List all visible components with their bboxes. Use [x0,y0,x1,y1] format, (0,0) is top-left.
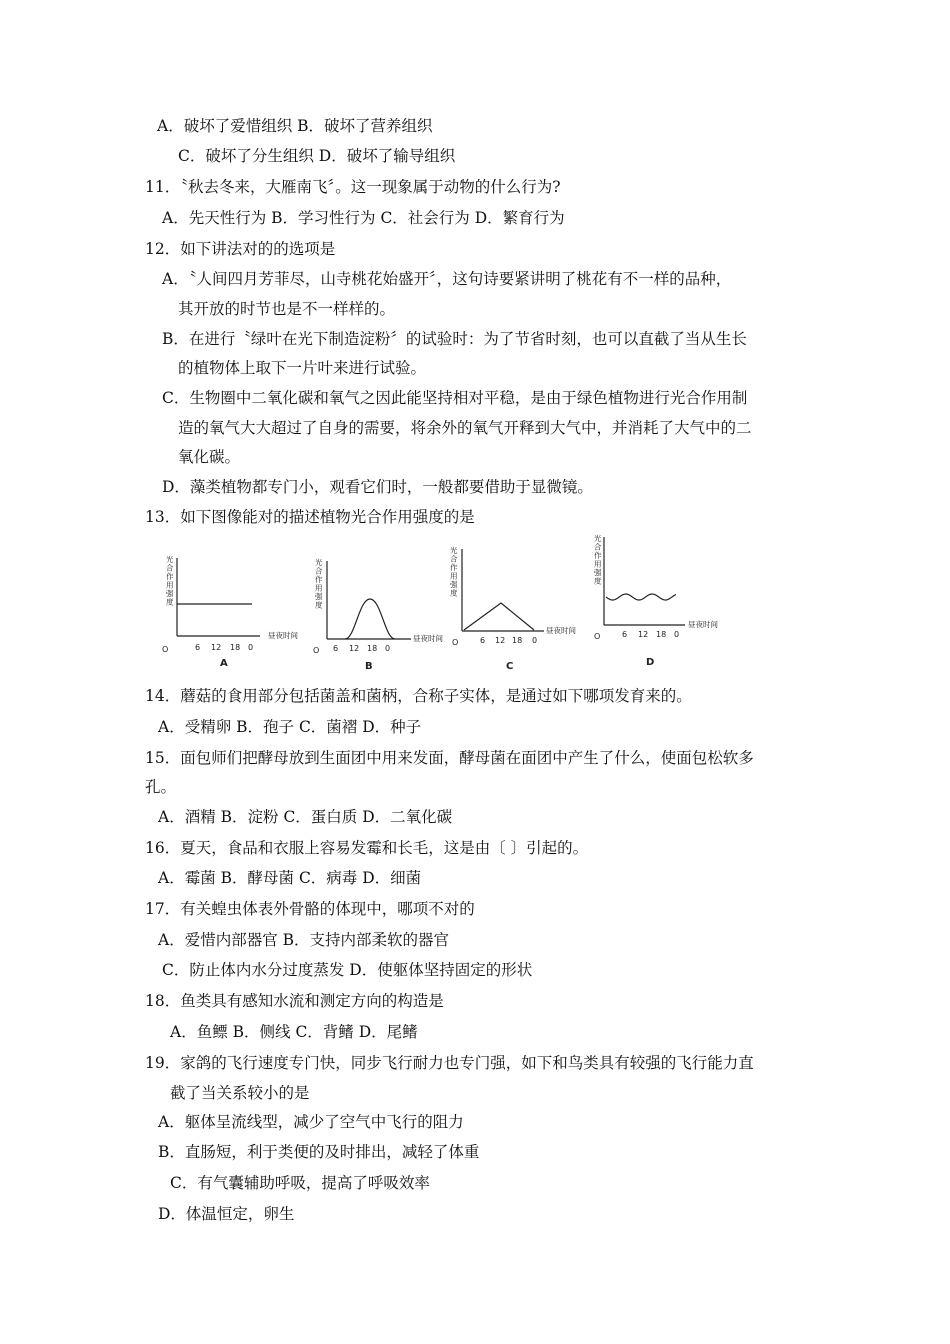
q19-option-c: C．有气囊辅助呼吸，提高了呼吸效率 [170,1174,430,1192]
question-11: 11．〝秋去冬来，大雁南飞〞。这一现象属于动物的什么行为? [145,178,561,196]
graph-d-curve [606,594,676,600]
graph-a-xlabel: 昼夜时间 [268,631,298,640]
graph-c-tick-0: 0 [532,636,538,645]
question-16: 16．夏天，食品和衣服上容易发霉和长毛，这是由〔 〕引起的。 [145,839,589,857]
graph-b-tick-6: 6 [333,644,339,653]
graph-d-caption: D [646,657,655,668]
graph-a-tick-12: 12 [211,643,222,652]
q14-options: A．受精卵 B．孢子 C．菌褶 D．种子 [158,718,422,736]
graph-b-svg [313,557,443,677]
q19-option-b: B．直肠短，利于类便的及时排出，减轻了体重 [158,1143,480,1161]
graph-a-tick-6: 6 [195,643,201,652]
graph-d-tick-6: 6 [622,630,628,639]
graph-a-svg [160,550,298,670]
graph-c-origin: O [452,638,459,647]
graph-c-tick-18: 18 [512,636,523,645]
graph-a-tick-18: 18 [230,643,241,652]
question-14: 14．蘑菇的食用部分包括菌盖和菌柄，合称子实体，是通过如下哪项发育来的。 [145,687,692,705]
graph-c-curve [464,603,534,630]
q19-option-a: A．躯体呈流线型，减少了空气中飞行的阻力 [158,1113,464,1131]
graph-c-tick-12: 12 [495,636,506,645]
graph-b-ylabel: 光合作用强度 [315,558,323,610]
graph-d-tick-12: 12 [638,630,649,639]
graph-b-curve [345,599,395,639]
q12-option-c-line1: C．生物圈中二氧化碳和氧气之因此能坚持相对平稳，是由于绿色植物进行光合作用制 [162,389,748,407]
q12-option-c-line3: 氧化碳。 [178,448,241,466]
q17-options-ab: A．爱惜内部器官 B．支持内部柔软的器官 [158,931,450,949]
question-13: 13．如下图像能对的描述植物光合作用强度的是 [145,508,475,526]
graph-a-ylabel: 光合作用强度 [166,555,174,607]
q12-option-b-line1: B．在进行〝绿叶在光下制造淀粉〞的试验时：为了节省时刻，也可以直截了当从生长 [162,330,747,348]
graph-a-caption: A [220,658,228,669]
q13-graphs [150,535,750,675]
graph-d-tick-18: 18 [656,630,667,639]
graph-b [313,557,443,681]
graph-a-origin: O [162,645,169,654]
q17-options-cd: C．防止体内水分过度蒸发 D．使躯体坚持固定的形状 [162,961,533,979]
graph-c-xlabel: 昼夜时间 [546,626,576,635]
graph-b-xlabel: 昼夜时间 [413,634,443,643]
graph-c-svg [450,543,576,678]
question-18: 18．鱼类具有感知水流和测定方向的构造是 [145,992,444,1010]
graph-d-xlabel: 昼夜时间 [688,620,718,629]
graph-d-ylabel: 光合作用强度 [594,534,602,586]
question-15-line2: 孔。 [145,778,177,796]
graph-b-tick-18: 18 [367,644,378,653]
graph-a [160,550,298,674]
q12-option-d: D．藻类植物都专门小，观看它们时，一般都要借助于显微镜。 [162,478,593,496]
graph-b-tick-0: 0 [385,644,391,653]
graph-b-caption: B [365,661,373,672]
question-15-line1: 15．面包师们把酵母放到生面团中用来发面，酵母菌在面团中产生了什么，使面包松软多 [145,749,754,767]
q12-option-a-line1: A．〝人间四月芳菲尽，山寺桃花始盛开〞，这句诗要紧讲明了桃花有不一样的品种， [162,270,732,288]
graph-a-tick-0: 0 [248,643,254,652]
q10-options-cd: C．破坏了分生组织 D．破坏了输导组织 [178,147,456,165]
q12-option-c-line2: 造的氧气大大超过了自身的需要，将余外的氧气开释到大气中，并消耗了大气中的二 [178,419,752,437]
q12-option-a-line2: 其开放的时节也是不一样样的。 [178,300,396,318]
graph-d-origin: O [594,632,601,641]
q10-options-ab: A．破坏了爱惜组织 B．破坏了营养组织 [157,117,433,135]
question-12: 12．如下讲法对的的选项是 [145,240,336,258]
question-19-line1: 19．家鸽的飞行速度专门快，同步飞行耐力也专门强，如下和鸟类具有较强的飞行能力直 [145,1054,754,1072]
graph-d [590,535,750,674]
graph-b-origin: O [313,646,320,655]
q16-options: A．霉菌 B．酵母菌 C．病毒 D．细菌 [158,869,422,887]
question-17: 17．有关蝗虫体表外骨骼的体现中，哪项不对的 [145,900,475,918]
graph-c [450,543,576,682]
q12-option-b-line2: 的植物体上取下一片叶来进行试验。 [178,359,427,377]
q15-options: A．酒精 B．淀粉 C．蛋白质 D．二氧化碳 [158,808,453,826]
graph-d-svg [590,535,750,670]
q11-options: A．先天性行为 B．学习性行为 C．社会行为 D．繁育行为 [162,209,565,227]
graph-c-ylabel: 光合作用强度 [450,546,458,598]
q18-options: A．鱼鳔 B．侧线 C．背鳍 D．尾鳍 [170,1023,418,1041]
q19-option-d: D．体温恒定，卵生 [158,1205,295,1223]
graph-c-tick-6: 6 [480,636,486,645]
graph-c-caption: C [506,661,514,672]
graph-d-tick-0: 0 [674,630,680,639]
question-19-line2: 截了当关系较小的是 [170,1084,310,1102]
graph-b-tick-12: 12 [349,644,360,653]
